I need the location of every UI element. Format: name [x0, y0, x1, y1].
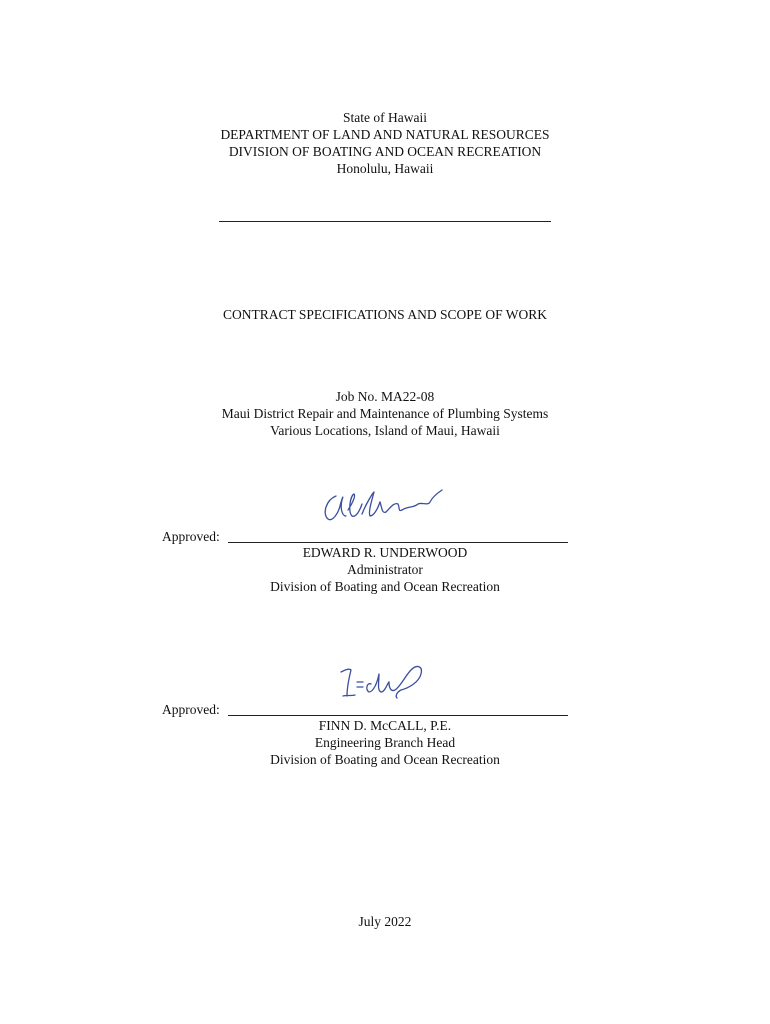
signature-line-2 — [228, 715, 568, 716]
city-name: Honolulu, Hawaii — [336, 161, 434, 176]
approver-2-organization: Division of Boating and Ocean Recreation — [270, 752, 500, 767]
department-name: DEPARTMENT OF LAND AND NATURAL RESOURCES — [220, 127, 550, 142]
mccall-signature — [335, 660, 430, 706]
state-name: State of Hawaii — [343, 110, 427, 125]
approver-1-organization: Division of Boating and Ocean Recreation — [270, 579, 500, 594]
approver-1-title: Administrator — [347, 562, 423, 577]
underwood-signature — [318, 486, 448, 530]
approver-2-title: Engineering Branch Head — [314, 735, 456, 750]
approved-label-2: Approved: — [162, 702, 220, 717]
header-divider — [219, 221, 551, 222]
job-description: Maui District Repair and Maintenance of Plumbing Systems — [221, 406, 549, 421]
document-title: CONTRACT SPECIFICATIONS AND SCOPE OF WORK — [223, 307, 547, 322]
division-name: DIVISION OF BOATING AND OCEAN RECREATION — [228, 144, 542, 159]
signature-line-1 — [228, 542, 568, 543]
job-location: Various Locations, Island of Maui, Hawaii — [270, 423, 500, 438]
job-number: Job No. MA22-08 — [335, 389, 435, 404]
approver-1-name: EDWARD R. UNDERWOOD — [302, 545, 468, 560]
document-date: July 2022 — [358, 914, 412, 929]
approved-label-1: Approved: — [162, 529, 220, 544]
approver-2-name: FINN D. McCALL, P.E. — [318, 718, 452, 733]
